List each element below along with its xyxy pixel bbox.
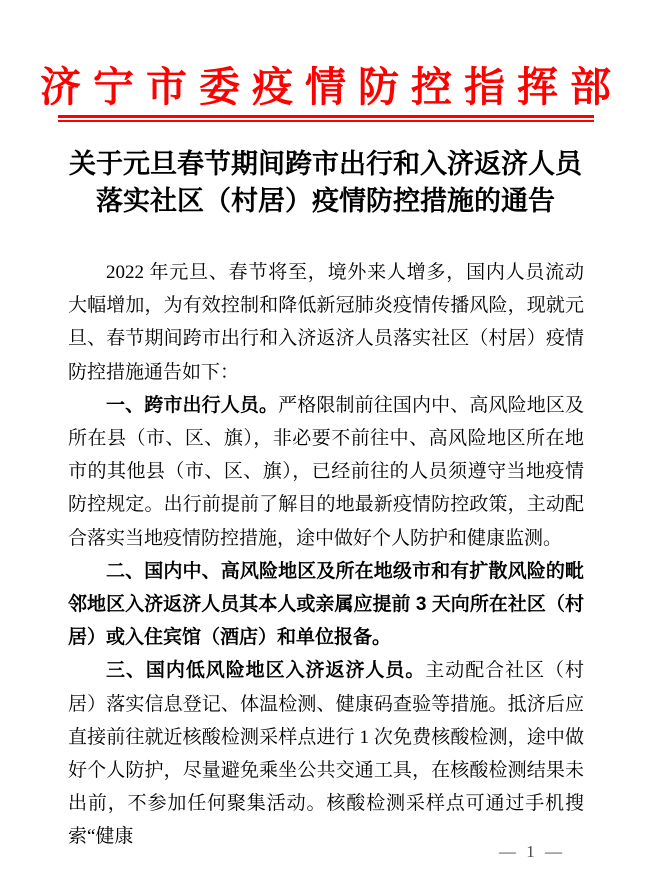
paragraph-intro-text: 2022 年元旦、春节将至，境外来人增多，国内人员流动大幅增加，为有效控制和降低新冠肺炎疫情传播风险，现就元旦、春节期间跨市出行和入济返济人员落实社区（村居）疫情防控措施通告如下： — [68, 262, 584, 383]
paragraph-item-1-heading: 一、跨市出行人员。 — [106, 394, 279, 416]
letterhead-title: 济宁市委疫情防控指挥部 — [40, 64, 623, 110]
notice-body — [68, 256, 584, 854]
notice-title-line2: 落实社区（村居）疫情防控措施的通告 — [96, 186, 555, 216]
page-number: — 1 — — [499, 842, 565, 861]
paragraph-item-3-heading: 三、国内低风险地区入济返济人员。 — [106, 660, 426, 682]
paragraph-item-3-text: 主动配合社区（村居）落实信息登记、体温检测、健康码查验等措施。抵济后应直接前往就近核酸检测采样点进行 1 次免费核酸检测，途中做好个人防护，尽量避免乘坐公共交通工具，在核酸检测结果未出前，不参加任何聚集活动。核酸检测采样点可通过手机搜索“健康 — [68, 660, 584, 848]
paragraph-item-3 — [68, 654, 584, 853]
letterhead-double-rule — [58, 115, 594, 122]
notice-title — [0, 146, 651, 220]
paragraph-item-1 — [68, 389, 584, 555]
paragraph-item-2 — [68, 555, 584, 655]
paragraph-item-2-text: 二、国内中、高风险地区及所在地级市和有扩散风险的毗邻地区入济返济人员其本人或亲属应提前 3 天向所在社区（村居）或入住宾馆（酒店）和单位报备。 — [68, 560, 584, 649]
notice-title-line1: 关于元旦春节期间跨市出行和入济返济人员 — [69, 149, 582, 179]
paragraph-item-1-text: 严格限制前往国内中、高风险地区及所在县（市、区、旗），非必要不前往中、高风险地区所在地市的其他县（市、区、旗），已经前往的人员须遵守当地疫情防控规定。出行前提前了解目的地最新疫情防控政策，主动配合落实当地疫情防控措施，途中做好个人防护和健康监测。 — [68, 394, 584, 549]
paragraph-intro — [68, 256, 584, 389]
